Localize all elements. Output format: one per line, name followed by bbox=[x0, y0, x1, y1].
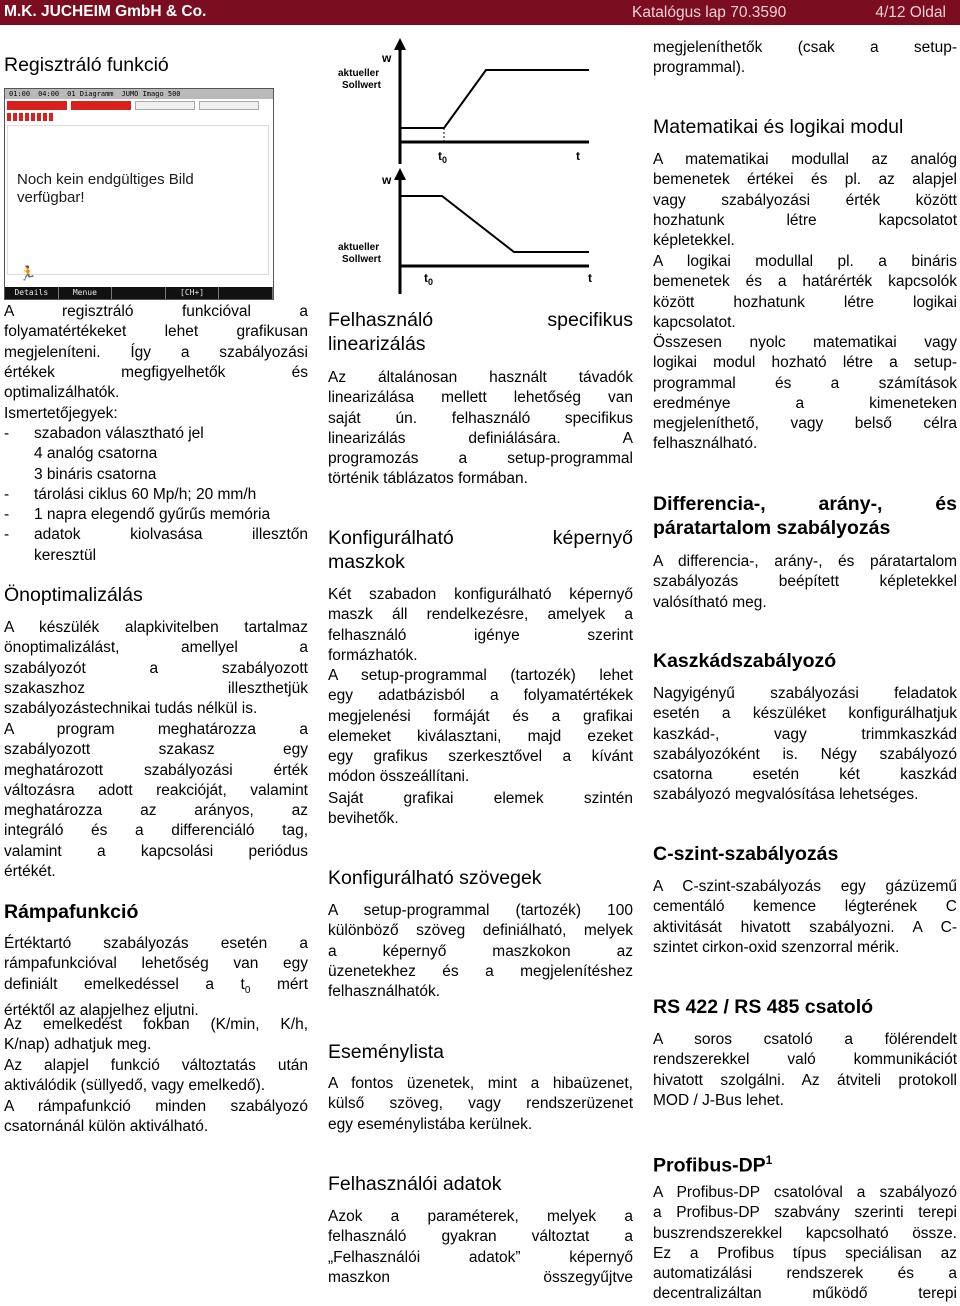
rs-paragraph bbox=[653, 1030, 957, 1111]
ramp-paragraph-2 bbox=[4, 1015, 308, 1056]
text-line: rámpafunkcióval lehetőség van egy bbox=[4, 955, 308, 973]
recorder-screenshot bbox=[4, 88, 274, 300]
w-label: w bbox=[382, 173, 392, 187]
text-line: elemeket kiválasztani, majd ezeket bbox=[328, 727, 633, 745]
text-line: programozás a setup-programmal bbox=[328, 450, 633, 468]
title-part: specifikus bbox=[547, 309, 633, 331]
text-line: önoptimalizálást, amellyel a bbox=[4, 639, 308, 657]
softkey-menue: Menue bbox=[59, 287, 113, 299]
text-line: megjelenési formáját és a grafikai bbox=[328, 707, 633, 725]
text-line: megjeleníthető, vagy belső célra bbox=[653, 415, 957, 433]
setpoint-label: aktueller bbox=[338, 242, 380, 253]
text-line: linearizálása mellett lehetőség van bbox=[328, 389, 633, 407]
text-line: A Profibus-DP csatolóval a szabályozó bbox=[653, 1184, 957, 1201]
list-dash: - bbox=[4, 506, 10, 524]
text-line: A soros csatoló a fölérendelt bbox=[653, 1031, 957, 1048]
text-line: A matematikai modullal az analóg bbox=[653, 151, 957, 168]
text-line: képletekkel. bbox=[653, 232, 735, 250]
screen-notice-line: verfügbar! bbox=[17, 189, 85, 206]
text-line: linearizálás definiálására. A bbox=[328, 429, 633, 447]
text-line: egy grafikus szerkesztővel a kívánt bbox=[328, 748, 633, 766]
screen-notice bbox=[17, 171, 194, 207]
text-line: automatizálási rendszerek és a bbox=[653, 1265, 957, 1283]
text-line: Azok a paraméterek, melyek a bbox=[328, 1208, 633, 1225]
text-line: kapcsolatot. bbox=[653, 313, 736, 331]
text-line: valamint a kapcsolási periódus bbox=[4, 842, 308, 860]
userlin-paragraph bbox=[328, 368, 633, 490]
text-line: között hozhatunk létre logikai bbox=[653, 293, 957, 311]
text-line: rendszerekkel való kommunikációt bbox=[653, 1051, 957, 1069]
text-line: buszrendszerekkel kapcsolható össze. bbox=[653, 1224, 957, 1242]
ramp-paragraph-4 bbox=[4, 1097, 308, 1138]
y-axis-arrow-icon bbox=[394, 38, 406, 50]
text-line: bevihetők. bbox=[328, 810, 399, 828]
text-line: Az alapjel funkció változtatás után bbox=[4, 1057, 308, 1074]
text-line: A differencia-, arány-, és páratartalom bbox=[653, 553, 957, 570]
text-line: K/nap) adhatjuk meg. bbox=[4, 1036, 152, 1054]
subscript: 0 bbox=[244, 984, 251, 996]
text-line: a Profibus-DP szabvány szerinti terepi bbox=[653, 1204, 957, 1222]
screen-tab: 01 Diagramm bbox=[67, 90, 114, 98]
text-line: egy eseménylistába kerülnek. bbox=[328, 1115, 533, 1133]
title-part: Konfigurálható bbox=[328, 527, 454, 549]
text-line: A C-szint-szabályozás egy gázüzemű bbox=[653, 878, 957, 895]
selfopt-paragraph-2 bbox=[4, 720, 308, 882]
text-line: szabályozó megvalósítása lehetséges. bbox=[653, 786, 919, 804]
ramp-down-diagram bbox=[334, 166, 596, 300]
math-paragraph-1 bbox=[653, 150, 957, 251]
softkey-empty bbox=[219, 287, 273, 299]
list-item-text: 3 bináris csatorna bbox=[34, 465, 157, 483]
text-line: értékek megfigyelhetők és bbox=[4, 363, 308, 381]
list-item bbox=[4, 505, 308, 525]
list-item-text: 4 analóg csatorna bbox=[34, 445, 158, 463]
text-line: Ez a Profibus típus speciálisan az bbox=[653, 1244, 957, 1262]
math-paragraph-2 bbox=[653, 252, 957, 333]
text-line: programmal). bbox=[653, 59, 746, 77]
text-line: megjeleníteni. Így a szabályozási bbox=[4, 343, 308, 361]
events-paragraph bbox=[328, 1074, 633, 1135]
list-item bbox=[4, 424, 308, 485]
selfopt-paragraph-1 bbox=[4, 618, 308, 719]
text-line: felhasználó igénye szerint bbox=[328, 626, 633, 644]
running-figure-icon: 🏃 bbox=[19, 265, 37, 281]
title-part: Profibus-DP bbox=[653, 1154, 766, 1177]
cascade-paragraph bbox=[653, 684, 957, 806]
channel-bar bbox=[71, 101, 131, 110]
masks-paragraph-2 bbox=[328, 666, 633, 788]
profibus-paragraph bbox=[653, 1183, 957, 1305]
section-title-selfoptimization: Önoptimalizálás bbox=[4, 584, 143, 606]
masks-paragraph-1 bbox=[328, 585, 633, 666]
text-line: eredménye a kimeneteken bbox=[653, 394, 957, 412]
text-line: maszkon összegyűjtve bbox=[328, 1268, 633, 1286]
title-part: képernyő bbox=[552, 527, 633, 549]
features-label: Ismertetőjegyek: bbox=[4, 405, 118, 422]
text-line: a képernyő maszkokon az bbox=[328, 942, 633, 960]
text-line: különböző szöveg definiálható, melyek bbox=[328, 922, 633, 940]
title-part: Felhasználó bbox=[328, 309, 434, 331]
text-line: módon összeállítani. bbox=[328, 768, 470, 786]
list-dash: - bbox=[4, 485, 10, 503]
text-line: aktiválódik (süllyedő, vagy emelkedő). bbox=[4, 1077, 266, 1095]
text-line: hozhatunk létre kapcsolatot bbox=[653, 211, 957, 229]
text-line: cementáló kemence légterének C bbox=[653, 898, 957, 916]
text-line: A setup-programmal (tartozék) lehet bbox=[328, 667, 633, 684]
text-fragment: definiált emelkedéssel a t bbox=[4, 975, 245, 993]
text-line: történik táblázatos formában. bbox=[328, 470, 528, 488]
y-axis-arrow-icon bbox=[394, 168, 406, 180]
list-item-text: szabadon választható jel bbox=[34, 425, 204, 442]
screen-tab: 01:00 bbox=[9, 90, 31, 98]
section-title-rs: RS 422 / RS 485 csatoló bbox=[653, 996, 874, 1018]
text-line: decentralizáltan működő terepi bbox=[653, 1285, 957, 1303]
text-line: szabályozott szakasz egy bbox=[4, 741, 308, 759]
text-line: A setup-programmal (tartozék) 100 bbox=[328, 902, 633, 919]
text-line: meghatározza az arányos, az bbox=[4, 802, 308, 820]
recorder-intro bbox=[4, 302, 308, 403]
text-line: valósítható meg. bbox=[653, 593, 767, 611]
text-line: logikai modul hozható létre a setup- bbox=[653, 354, 957, 372]
section-title-clevel: C-szint-szabályozás bbox=[653, 843, 839, 865]
text-line: Két szabadon konfigurálható képernyő bbox=[328, 586, 633, 603]
setpoint-label: aktueller bbox=[338, 68, 380, 79]
text-line: csatornánál külön aktiválható. bbox=[4, 1118, 209, 1136]
features-list bbox=[4, 424, 308, 566]
page-number: 4/12 Oldal bbox=[875, 4, 946, 21]
text-line: szabályozóként is. Négy szabályozó bbox=[653, 745, 957, 763]
text-line: szabályozástechnikai tudás nélkül is. bbox=[4, 700, 258, 718]
setpoint-curve bbox=[400, 70, 589, 128]
t0-label: $t_0$ bbox=[424, 271, 434, 287]
text-line: szabályozás beépített képletekkel bbox=[653, 573, 957, 591]
softkey-ch-plus: [CH+] bbox=[166, 287, 220, 299]
screen-tab: 04:00 bbox=[38, 90, 60, 98]
channel-bar bbox=[135, 101, 195, 110]
text-line: saját ún. felhasználó specifikus bbox=[328, 409, 633, 427]
text-line: bemenetek és a határérték kapcsolók bbox=[653, 273, 957, 291]
list-item-text: adatok kiolvasása illesztőn bbox=[34, 526, 308, 544]
text-line: Összesen nyolc matematikai vagy bbox=[653, 334, 957, 351]
screen-channel-bars bbox=[7, 101, 259, 110]
text-line: meghatározott szabályozási érték bbox=[4, 761, 308, 779]
text-line: esetén a készüléket konfigurálhatjuk bbox=[653, 705, 957, 723]
text-line: vagy szabályozási érték között bbox=[653, 191, 957, 209]
channel-bar bbox=[199, 101, 259, 110]
text-line: üzenetekhez és a megjelenítéshez bbox=[328, 962, 633, 980]
section-title-masks-2: maszkok bbox=[328, 551, 405, 573]
softkey-empty bbox=[112, 287, 166, 299]
text-line: A fontos üzenetek, mint a hibaüzenet, bbox=[328, 1075, 633, 1092]
text-line: programmal és a számítások bbox=[653, 374, 957, 392]
math-paragraph-3 bbox=[653, 333, 957, 455]
company-name: M.K. JUCHEIM GmbH & Co. bbox=[4, 3, 207, 20]
text-line: aktivitását hivatott szabályozni. A C- bbox=[653, 918, 957, 936]
text-line: MOD / J-Bus lehet. bbox=[653, 1091, 784, 1109]
t-label: t bbox=[576, 149, 580, 163]
section-title-math: Matematikai és logikai modul bbox=[653, 116, 904, 138]
section-title-masks bbox=[328, 526, 633, 550]
screen-tab: JUMO Imago 500 bbox=[121, 90, 181, 98]
text-line: A rámpafunkció minden szabályozó bbox=[4, 1098, 308, 1115]
w-label: w bbox=[382, 51, 392, 65]
setpoint-label: Sollwert bbox=[342, 254, 381, 265]
text-line: „Felhasználói adatok” képernyő bbox=[328, 1248, 633, 1266]
list-item-text: 1 napra elegendő gyűrűs memória bbox=[34, 506, 271, 524]
section-title-diff: Differencia-, arány-, és bbox=[653, 493, 957, 515]
userdata-paragraph bbox=[328, 1207, 633, 1288]
list-dash: - bbox=[4, 526, 10, 544]
text-line: szabályozót a szabályozott bbox=[4, 659, 308, 677]
screen-status-bar bbox=[5, 89, 273, 99]
texts-paragraph bbox=[328, 901, 633, 1002]
section-title-ramp: Rámpafunkció bbox=[4, 901, 139, 923]
text-line: egy adatbázisból a folyamatértékek bbox=[328, 687, 633, 705]
text-line bbox=[4, 975, 308, 1001]
text-line: felhasználó gyakran változtat a bbox=[328, 1228, 633, 1246]
text-line: csatorna esetén két kaszkád bbox=[653, 766, 957, 784]
catalog-sheet-number: Katalógus lap 70.3590 bbox=[632, 4, 787, 21]
text-line: A logikai modullal pl. a bináris bbox=[653, 253, 957, 270]
text-line: megjeleníthetők (csak a setup- bbox=[653, 39, 957, 56]
masks-paragraph-3 bbox=[328, 789, 633, 830]
text-line: szintet cirkon-oxid szenzorral mérik. bbox=[653, 938, 900, 956]
text-line: felhasználható. bbox=[653, 435, 758, 453]
text-line: kaszkád-, vagy trimmkaszkád bbox=[653, 725, 957, 743]
text-line: értéktől az alapjelhez eljutni. bbox=[4, 1001, 199, 1019]
text-line: A készülék alapkivitelben tartalmaz bbox=[4, 619, 308, 636]
setpoint-label: Sollwert bbox=[342, 80, 381, 91]
text-line: változásra adott reakcióját, valamint bbox=[4, 781, 308, 799]
text-fragment: mért bbox=[250, 975, 308, 993]
ramp-up-diagram bbox=[334, 36, 596, 170]
list-item bbox=[4, 525, 308, 566]
text-line: maszk áll rendelkezésre, amelyek a bbox=[328, 606, 633, 624]
t0-label: $t_0$ bbox=[438, 149, 448, 165]
section-title-diff-2: páratartalom szabályozás bbox=[653, 517, 891, 539]
section-title-userdata: Felhasználói adatok bbox=[328, 1173, 502, 1195]
section-title-userlin bbox=[328, 308, 633, 332]
clevel-paragraph bbox=[653, 877, 957, 958]
screen-notice-line: Noch kein endgültiges Bild bbox=[17, 171, 194, 188]
list-item-text: tárolási ciklus 60 Mp/h; 20 mm/h bbox=[34, 485, 257, 503]
text-line: Saját grafikai elemek szintén bbox=[328, 790, 633, 807]
text-line: A program meghatározza a bbox=[4, 721, 308, 738]
ramp-paragraph-1 bbox=[4, 934, 308, 1021]
text-line: A regisztráló funkcióval a bbox=[4, 303, 308, 320]
section-title-cascade: Kaszkádszabályozó bbox=[653, 650, 837, 672]
setpoint-curve bbox=[400, 196, 589, 252]
diff-paragraph bbox=[653, 552, 957, 613]
footnote-marker: 1 bbox=[765, 1153, 773, 1167]
text-line: Nagyigényű szabályozási feladatok bbox=[653, 685, 957, 702]
chevron-row bbox=[7, 113, 53, 121]
page-header bbox=[0, 0, 960, 25]
continuation-paragraph bbox=[653, 38, 957, 79]
text-line: hivatott szolgálni. Az átviteli protokoll bbox=[653, 1071, 957, 1089]
list-item bbox=[4, 485, 308, 505]
section-title-profibus bbox=[653, 1148, 957, 1178]
ramp-paragraph-3 bbox=[4, 1056, 308, 1097]
text-line: Értéktartó szabályozás esetén a bbox=[4, 935, 308, 952]
section-title-events: Eseménylista bbox=[328, 1041, 444, 1063]
text-line: külső szöveg, vagy rendszerüzenet bbox=[328, 1095, 633, 1113]
text-line: szakaszhoz illeszthetjük bbox=[4, 679, 308, 697]
text-line: Az általánosan használt távadók bbox=[328, 369, 633, 386]
text-line: formázhatók. bbox=[328, 646, 418, 664]
text-line: értékét. bbox=[4, 863, 56, 881]
list-item-text: keresztül bbox=[34, 546, 97, 564]
list-dash: - bbox=[4, 425, 10, 442]
section-title-texts: Konfigurálható szövegek bbox=[328, 867, 542, 889]
screen-softkey-bar bbox=[5, 287, 273, 299]
text-line: Az emelkedést fokban (K/min, K/h, bbox=[4, 1016, 308, 1033]
text-line: bemenetek értékei és pl. az alapjel bbox=[653, 171, 957, 189]
softkey-details: Details bbox=[5, 287, 59, 299]
channel-bar bbox=[7, 101, 67, 110]
t-label: t bbox=[588, 271, 592, 285]
section-title-userlin-2: linearizálás bbox=[328, 333, 426, 355]
text-line: felhasználhatók. bbox=[328, 983, 441, 1001]
section-title-recorder: Regisztráló funkció bbox=[4, 54, 169, 76]
text-line: integráló és a differenciáló tag, bbox=[4, 822, 308, 840]
text-line: folyamatértékeket lehet grafikusan bbox=[4, 323, 308, 341]
text-line: optimalizálhatók. bbox=[4, 384, 120, 402]
